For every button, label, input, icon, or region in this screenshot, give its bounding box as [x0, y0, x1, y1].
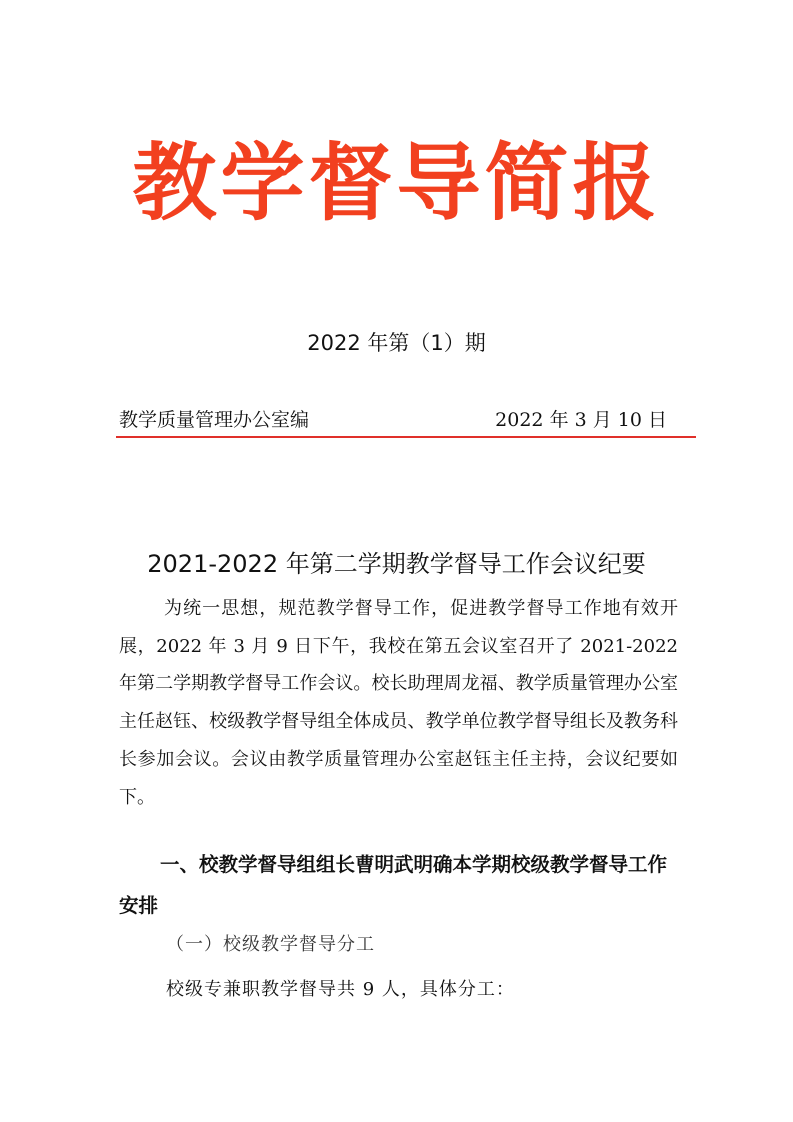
editor-line — [119, 405, 667, 435]
publish-date: 2022 年 3 月 10 日 — [495, 409, 667, 431]
subsection-paragraph-1: 校级专兼职教学督导共 9 人，具体分工： — [166, 979, 515, 1000]
editor-office: 教学质量管理办公室编 — [119, 409, 310, 431]
newsletter-masthead: 教学督导简报 — [132, 134, 661, 232]
intro-paragraph: 为统一思想，规范教学督导工作，促进教学督导工作地有效开展，2022 年 3 月 9 日下午，我校在第五会议室召开了 2021-2022 年第二学期教学督导工作会议。校长助理周龙福、教学质量管理办公室主任赵钰、校级教学督导组全体成员、教学单位教学督导组长及教务科长参加会议。会议由教学质量管理办公室赵钰主任主持，会议纪要如下。 — [119, 598, 678, 808]
issue-number: 2022 年第（1）期 — [307, 331, 486, 355]
article-title: 2021-2022 年第二学期教学督导工作会议纪要 — [147, 550, 646, 578]
section-heading-1: 一、校教学督导组组长曹明武明确本学期校级教学督导工作安排 — [119, 853, 667, 917]
subsection-heading-1: （一）校级教学督导分工 — [166, 934, 375, 955]
header-divider — [116, 436, 696, 438]
